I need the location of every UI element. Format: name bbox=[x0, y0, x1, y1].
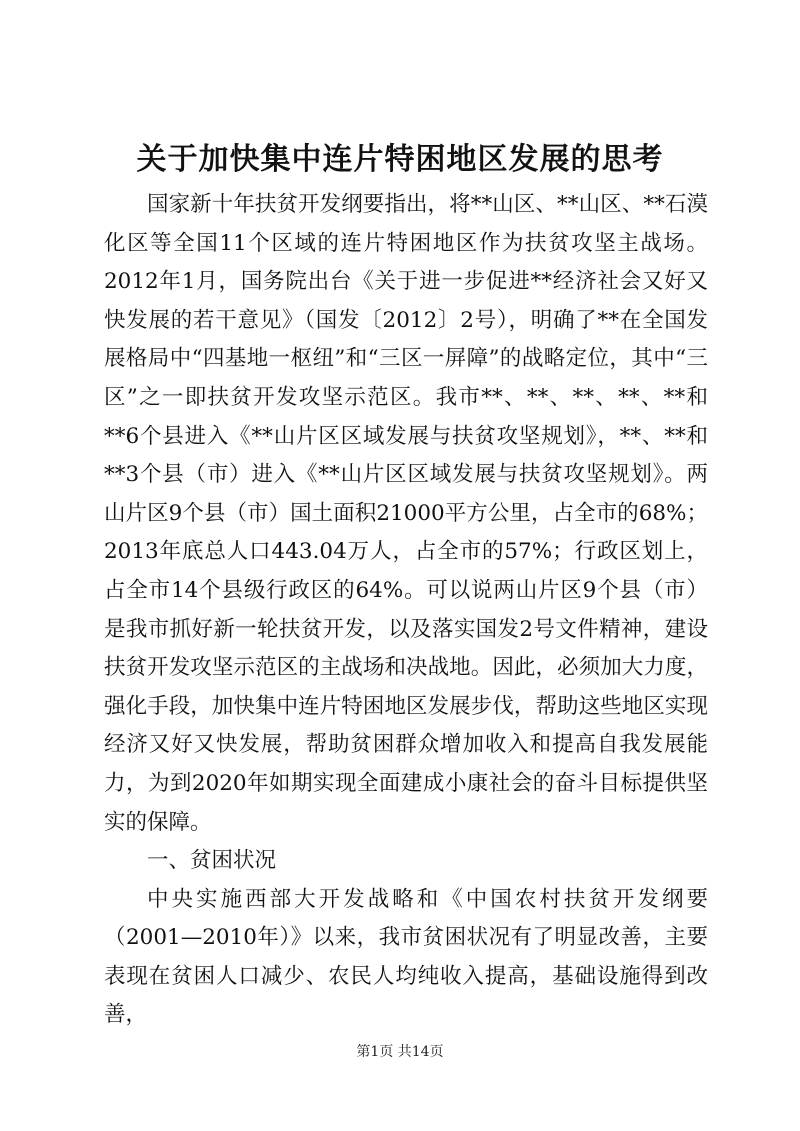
section-heading-poverty-status: 一、贫困状况 bbox=[147, 848, 277, 874]
page-number-footer: 第1页 共14页 bbox=[356, 1044, 444, 1060]
paragraph-poverty-status: 中央实施西部大开发战略和《中国农村扶贫开发纲要（2001—2010年）》以来，我市贫困状况有了明显改善，主要表现在贫困人口减少、农民人均纯收入提高，基础设施得到改善， bbox=[104, 886, 708, 1028]
document-body bbox=[104, 186, 708, 1035]
paragraph-intro: 国家新十年扶贫开发纲要指出，将**山区、**山区、**石漠化区等全国11个区域的连片特困地区作为扶贫攻坚主战场。2012年1月，国务院出台《关于进一步促进**经济社会又好又快发展的若干意见》（国发〔2012〕2号），明确了**在全国发展格局中“四基地一枢纽”和“三区一屏障”的战略定位，其中“三区”之一即扶贫开发攻坚示范区。我市**、**、**、**、**和**6个县进入《**山片区区域发展与扶贫攻坚规划》，**、**和**3个县（市）进入《**山片区区域发展与扶贫攻坚规划》。两山片区9个县（市）国土面积21000平方公里，占全市的68%；2013年底总人口443.04万人，占全市的57%；行政区划上，占全市14个县级行政区的64%。可以说两山片区9个县（市）是我市抓好新一轮扶贫开发，以及落实国发2号文件精神，建设扶贫开发攻坚示范区的主战场和决战地。因此，必须加大力度，强化手段，加快集中连片特困地区发展步伐，帮助这些地区实现经济又好又快发展，帮助贫困群众增加收入和提高自我发展能力，为到2020年如期实现全面建成小康社会的奋斗目标提供坚实的保障。 bbox=[104, 192, 708, 835]
document-title: 关于加快集中连片特困地区发展的思考 bbox=[136, 142, 664, 177]
